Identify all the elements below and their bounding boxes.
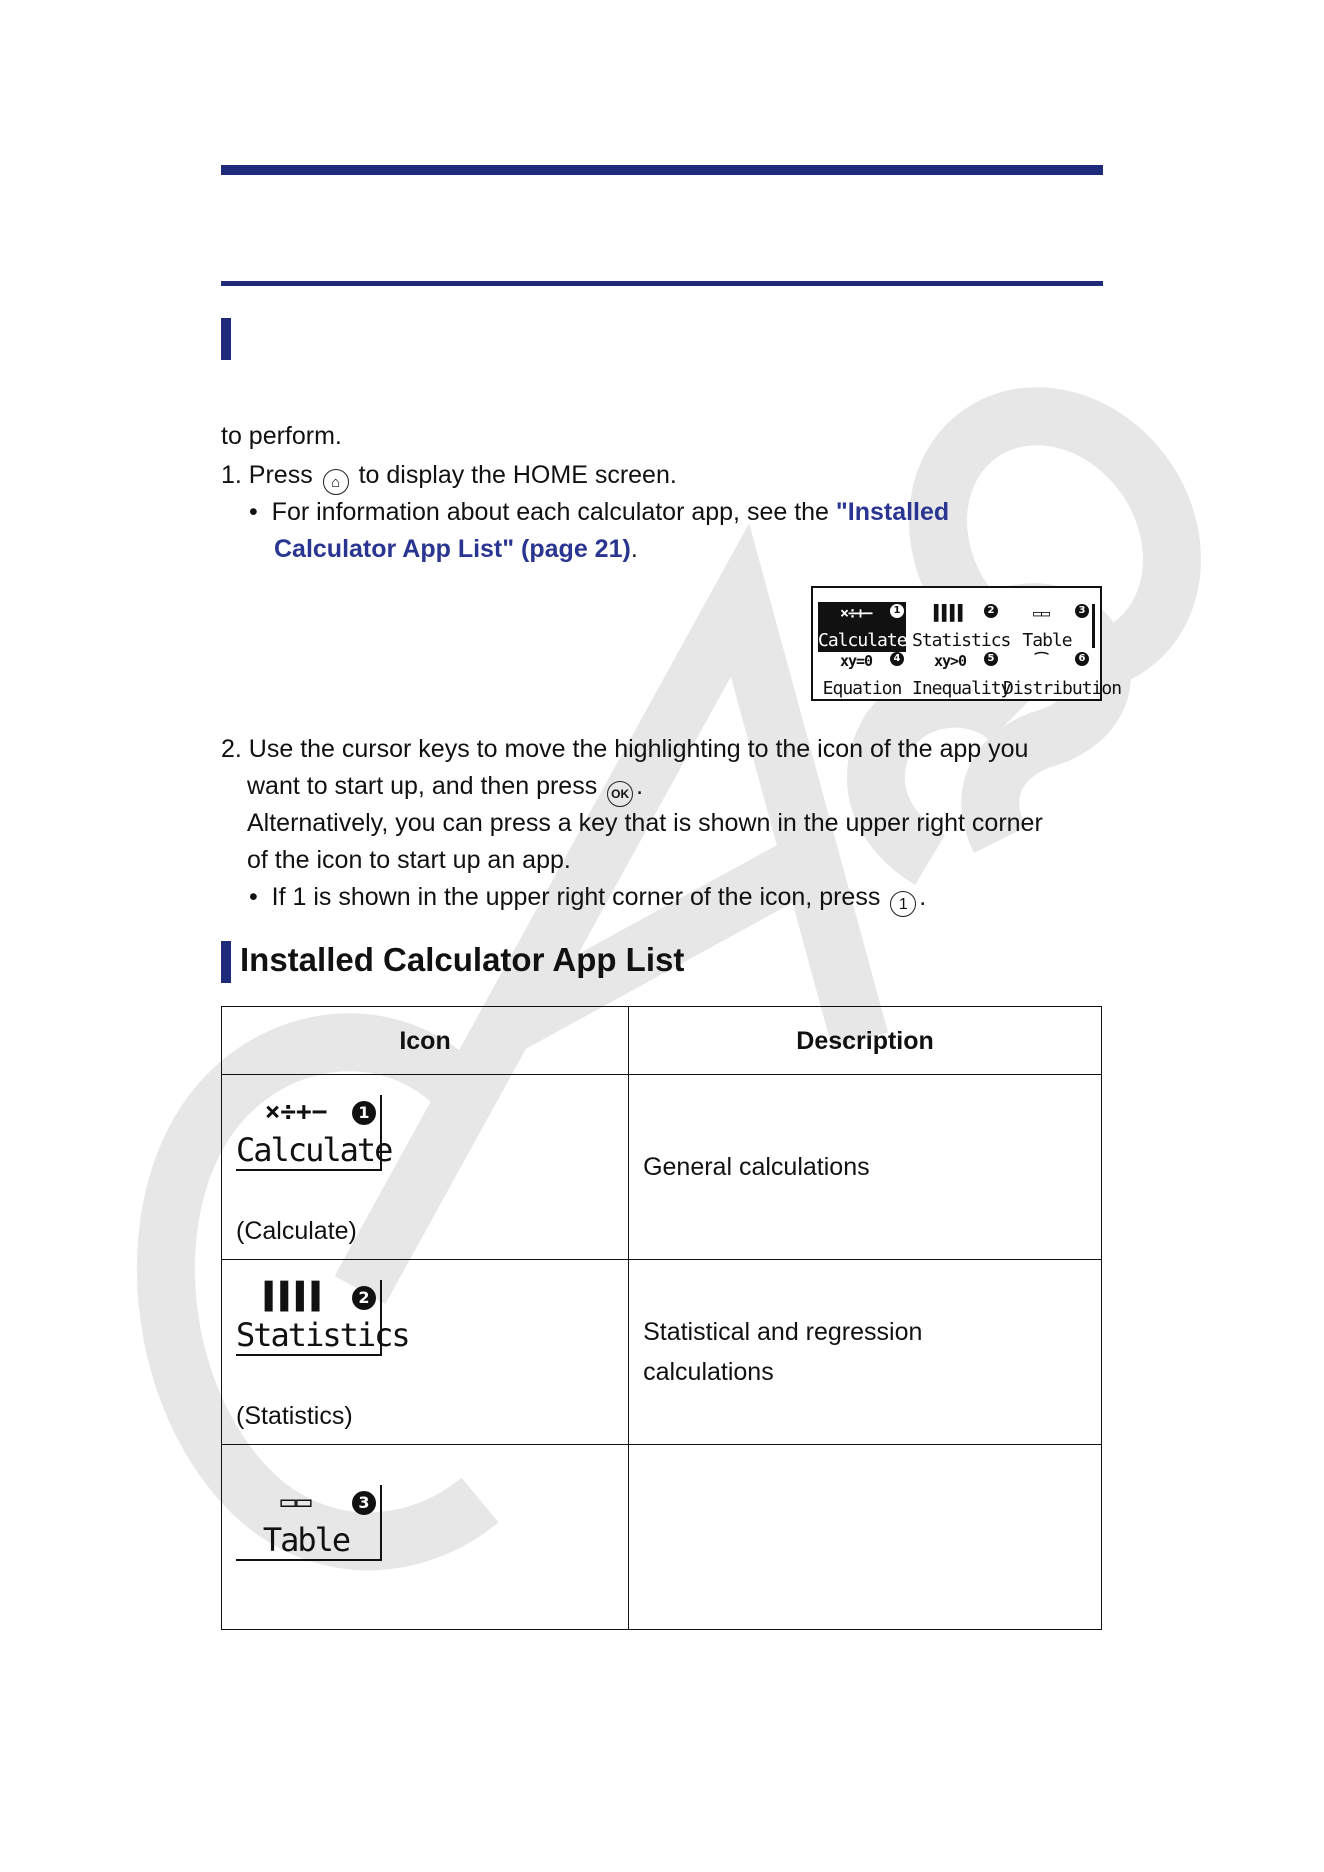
icon-cell bbox=[222, 1075, 629, 1260]
installed-app-list-link[interactable]: "Installed bbox=[835, 498, 950, 526]
home-screen-screenshot bbox=[811, 586, 1122, 701]
table-icon: ▭▭ bbox=[280, 1487, 312, 1517]
home-tile-statistics bbox=[912, 602, 1011, 652]
description-column-header: Description bbox=[629, 1007, 1102, 1075]
step-1-bullet-cont bbox=[274, 531, 638, 567]
intro-text: to perform. bbox=[221, 422, 342, 450]
description-line: calculations bbox=[643, 1358, 774, 1386]
equation-icon: xy=0 bbox=[839, 652, 873, 670]
icon-label: Table bbox=[262, 1521, 350, 1559]
icon-cell bbox=[222, 1260, 629, 1445]
key-6-badge: 6 bbox=[1075, 652, 1089, 666]
key-4-badge: 4 bbox=[890, 652, 904, 666]
icon-label: Statistics bbox=[236, 1316, 409, 1354]
statistics-icon: ▌▌▌▌ bbox=[264, 1282, 328, 1312]
link-period: . bbox=[630, 535, 638, 563]
table-icon: ▭▭ bbox=[1032, 604, 1050, 622]
step-1-prefix: 1. Press bbox=[221, 461, 313, 489]
table-row bbox=[222, 1075, 1102, 1260]
inequality-icon: xy>0 bbox=[933, 652, 967, 670]
home-tile-distribution bbox=[1003, 650, 1122, 700]
step-2-line-2-text: want to start up, and then press bbox=[247, 772, 598, 800]
table-app-icon bbox=[236, 1485, 382, 1561]
icon-caption: (Statistics) bbox=[236, 1402, 353, 1430]
description-cell bbox=[629, 1075, 1102, 1260]
tile-label: Statistics bbox=[912, 630, 1011, 651]
tile-label: Calculate bbox=[818, 630, 907, 651]
tile-label: Table bbox=[1022, 630, 1072, 651]
bullet-icon: • bbox=[249, 498, 258, 526]
section-marker-bar bbox=[221, 941, 231, 983]
tile-label: Distribution bbox=[1003, 678, 1122, 699]
tile-label: Inequality bbox=[912, 678, 1011, 699]
description-cell bbox=[629, 1445, 1102, 1630]
distribution-icon: ⁀ bbox=[1035, 652, 1047, 670]
home-tile-calculate bbox=[818, 602, 906, 652]
step-2-line-3: Alternatively, you can press a key that is shown in the upper right corner bbox=[247, 809, 1043, 837]
calculate-icon: ×÷+− bbox=[839, 604, 873, 622]
step-2-line-4: of the icon to start up an app. bbox=[247, 846, 571, 874]
statistics-icon: ▌▌▌▌ bbox=[933, 604, 967, 622]
tile-label: Equation bbox=[822, 678, 902, 699]
table-row bbox=[222, 1445, 1102, 1630]
calculate-app-icon bbox=[236, 1095, 392, 1171]
step-1 bbox=[221, 457, 677, 495]
step-1-bullet-text: For information about each calculator app, see the bbox=[271, 498, 829, 526]
description-cell bbox=[629, 1260, 1102, 1445]
calculate-icon: ×÷+− bbox=[264, 1097, 328, 1127]
description-line: General calculations bbox=[643, 1153, 870, 1181]
app-list-table bbox=[221, 1006, 1102, 1630]
home-tile-equation bbox=[818, 650, 906, 700]
title-rule-top bbox=[221, 165, 1103, 175]
home-key-icon: ⌂ bbox=[323, 469, 349, 495]
installed-app-list-link-cont[interactable]: Calculator App List" (page 21) bbox=[274, 535, 631, 563]
home-screen-scrollbar bbox=[1092, 604, 1095, 648]
step-2-bullet-text: If 1 is shown in the upper right corner of the icon, press bbox=[271, 883, 881, 911]
key-5-badge: 5 bbox=[984, 652, 998, 666]
key-1-badge: 1 bbox=[352, 1101, 376, 1125]
table-header-row bbox=[222, 1007, 1102, 1075]
bullet-icon: • bbox=[249, 883, 258, 911]
heading-marker-bar bbox=[221, 318, 231, 360]
key-2-badge: 2 bbox=[352, 1286, 376, 1310]
step-2-bullet bbox=[249, 879, 926, 917]
ok-key-icon: OK bbox=[607, 781, 633, 807]
icon-caption: (Calculate) bbox=[236, 1217, 357, 1245]
table-row bbox=[222, 1260, 1102, 1445]
step-2-bullet-period: . bbox=[919, 883, 927, 911]
key-1-icon: 1 bbox=[890, 891, 916, 917]
step-2-line-1: 2. Use the cursor keys to move the highlighting to the icon of the app you bbox=[221, 735, 1029, 763]
step-2-period: . bbox=[636, 772, 644, 800]
key-3-badge: 3 bbox=[1075, 604, 1089, 618]
section-heading: Installed Calculator App List bbox=[240, 941, 685, 978]
home-tile-inequality bbox=[912, 650, 1011, 700]
icon-column-header: Icon bbox=[222, 1007, 629, 1075]
step-1-suffix: to display the HOME screen. bbox=[358, 461, 677, 489]
title-rule-bottom bbox=[221, 281, 1103, 286]
description-line: Statistical and regression bbox=[643, 1318, 923, 1346]
home-tile-table bbox=[1003, 602, 1091, 652]
key-2-badge: 2 bbox=[984, 604, 998, 618]
key-1-badge: 1 bbox=[890, 604, 904, 618]
key-3-badge: 3 bbox=[352, 1491, 376, 1515]
step-1-bullet bbox=[249, 494, 949, 530]
step-2-line-2 bbox=[247, 768, 643, 807]
statistics-app-icon bbox=[236, 1280, 409, 1356]
icon-cell bbox=[222, 1445, 629, 1630]
icon-label: Calculate bbox=[236, 1131, 392, 1169]
